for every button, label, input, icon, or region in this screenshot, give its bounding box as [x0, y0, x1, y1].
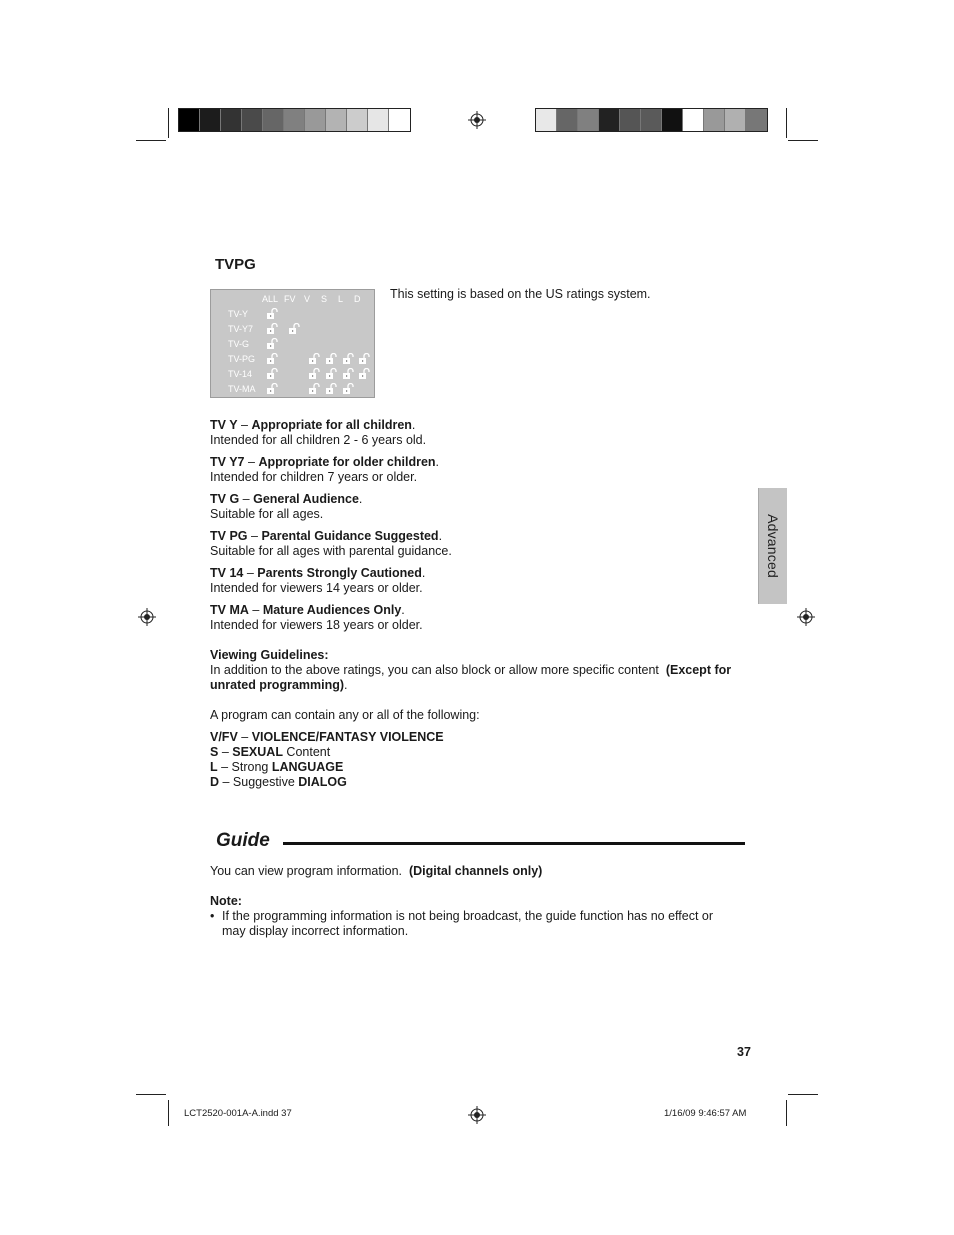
crop-mark	[788, 140, 818, 141]
unlocked-padlock-icon[interactable]	[358, 368, 370, 380]
unlocked-padlock-icon[interactable]	[266, 308, 278, 320]
osd-column-header: FV	[284, 294, 296, 304]
rating-title: TV Y – Appropriate for all children.	[210, 418, 416, 432]
unlocked-padlock-icon[interactable]	[325, 368, 337, 380]
color-bar-swatch	[704, 109, 725, 131]
rating-description: Suitable for all ages.	[210, 507, 324, 521]
osd-row-label: TV-G	[228, 339, 250, 349]
guidelines-heading: Viewing Guidelines:	[210, 648, 329, 662]
crop-mark	[136, 1094, 166, 1095]
unlocked-padlock-icon[interactable]	[308, 368, 320, 380]
footer-file-name: LCT2520-001A-A.indd 37	[184, 1108, 292, 1119]
section-title-tvpg: TVPG	[215, 256, 256, 273]
color-bar-swatch	[284, 109, 305, 131]
rating-description: Intended for all children 2 - 6 years old.	[210, 433, 427, 447]
registration-mark-icon	[138, 608, 156, 626]
tvpg-osd-screen	[210, 289, 375, 398]
content-descriptor-item: V/FV – VIOLENCE/FANTASY VIOLENCE	[210, 730, 444, 744]
unlocked-padlock-icon[interactable]	[288, 323, 300, 335]
color-bar-right	[535, 108, 768, 132]
guidelines-contain-text: A program can contain any or all of the following:	[210, 708, 480, 722]
color-bar-swatch	[368, 109, 389, 131]
osd-row-label: TV-MA	[228, 384, 256, 394]
color-bar-swatch	[557, 109, 578, 131]
osd-column-header: L	[338, 294, 344, 304]
note-bullet: •	[210, 909, 215, 923]
color-bar-swatch	[746, 109, 767, 131]
registration-mark-icon	[468, 1106, 486, 1124]
rating-description: Intended for viewers 14 years or older.	[210, 581, 423, 595]
color-bar-swatch	[599, 109, 620, 131]
unlocked-padlock-icon[interactable]	[266, 338, 278, 350]
color-bar-swatch	[641, 109, 662, 131]
registration-mark-icon	[797, 608, 815, 626]
crop-mark	[786, 1100, 787, 1126]
rating-description: Intended for viewers 18 years or older.	[210, 618, 423, 632]
color-bar-swatch	[305, 109, 326, 131]
osd-column-header: D	[354, 294, 361, 304]
osd-row-label: TV-Y	[228, 309, 249, 319]
color-bar-swatch	[179, 109, 200, 131]
guidelines-line-1: In addition to the above ratings, you can also block or allow more specific content (Except for	[210, 663, 732, 677]
unlocked-padlock-icon[interactable]	[266, 383, 278, 395]
osd-column-header: V	[304, 294, 311, 304]
note-heading: Note:	[210, 894, 242, 908]
rating-title: TV G – General Audience.	[210, 492, 363, 506]
unlocked-padlock-icon[interactable]	[325, 383, 337, 395]
osd-column-header: ALL	[262, 294, 279, 304]
color-bar-swatch	[326, 109, 347, 131]
content-descriptor-item: D – Suggestive DIALOG	[210, 775, 347, 789]
color-bar-swatch	[221, 109, 242, 131]
color-bar-swatch	[347, 109, 368, 131]
rating-description: Suitable for all ages with parental guidance.	[210, 544, 452, 558]
content-descriptor-item: L – Strong LANGUAGE	[210, 760, 344, 774]
registration-mark-icon	[468, 111, 486, 129]
guide-title-rule	[283, 842, 745, 845]
color-bar-left	[178, 108, 411, 132]
unlocked-padlock-icon[interactable]	[266, 353, 278, 365]
content-descriptor-item: S – SEXUAL Content	[210, 745, 331, 759]
footer-timestamp: 1/16/09 9:46:57 AM	[664, 1108, 747, 1119]
color-bar-swatch	[683, 109, 704, 131]
tvpg-intro-text: This setting is based on the US ratings system.	[390, 287, 651, 301]
color-bar-swatch	[725, 109, 746, 131]
unlocked-padlock-icon[interactable]	[358, 353, 370, 365]
side-tab-label: Advanced	[765, 514, 781, 578]
crop-mark	[136, 140, 166, 141]
rating-title: TV PG – Parental Guidance Suggested.	[210, 529, 443, 543]
unlocked-padlock-icon[interactable]	[308, 383, 320, 395]
color-bar-swatch	[620, 109, 641, 131]
guide-text: You can view program information. (Digital channels only)	[210, 864, 543, 878]
color-bar-swatch	[263, 109, 284, 131]
osd-row-label: TV-14	[228, 369, 253, 379]
crop-mark	[168, 1100, 169, 1126]
rating-title: TV Y7 – Appropriate for older children.	[210, 455, 440, 469]
color-bar-swatch	[242, 109, 263, 131]
side-tab-advanced	[758, 488, 787, 604]
page-number: 37	[737, 1045, 751, 1059]
unlocked-padlock-icon[interactable]	[342, 368, 354, 380]
note-line-2: may display incorrect information.	[222, 924, 409, 938]
osd-row-label: TV-Y7	[228, 324, 254, 334]
rating-description: Intended for children 7 years or older.	[210, 470, 418, 484]
unlocked-padlock-icon[interactable]	[342, 383, 354, 395]
color-bar-swatch	[200, 109, 221, 131]
crop-mark	[786, 108, 787, 138]
osd-row-label: TV-PG	[228, 354, 256, 364]
note-line-1: If the programming information is not being broadcast, the guide function has no effect or	[222, 909, 714, 923]
guidelines-line-2: unrated programming).	[210, 678, 348, 692]
color-bar-swatch	[662, 109, 683, 131]
color-bar-swatch	[389, 109, 410, 131]
osd-column-header: S	[321, 294, 328, 304]
crop-mark	[788, 1094, 818, 1095]
unlocked-padlock-icon[interactable]	[325, 353, 337, 365]
section-title-guide: Guide	[216, 830, 270, 851]
color-bar-swatch	[578, 109, 599, 131]
rating-title: TV MA – Mature Audiences Only.	[210, 603, 405, 617]
color-bar-swatch	[536, 109, 557, 131]
crop-mark	[168, 108, 169, 138]
rating-title: TV 14 – Parents Strongly Cautioned.	[210, 566, 426, 580]
unlocked-padlock-icon[interactable]	[342, 353, 354, 365]
unlocked-padlock-icon[interactable]	[266, 323, 278, 335]
unlocked-padlock-icon[interactable]	[308, 353, 320, 365]
unlocked-padlock-icon[interactable]	[266, 368, 278, 380]
